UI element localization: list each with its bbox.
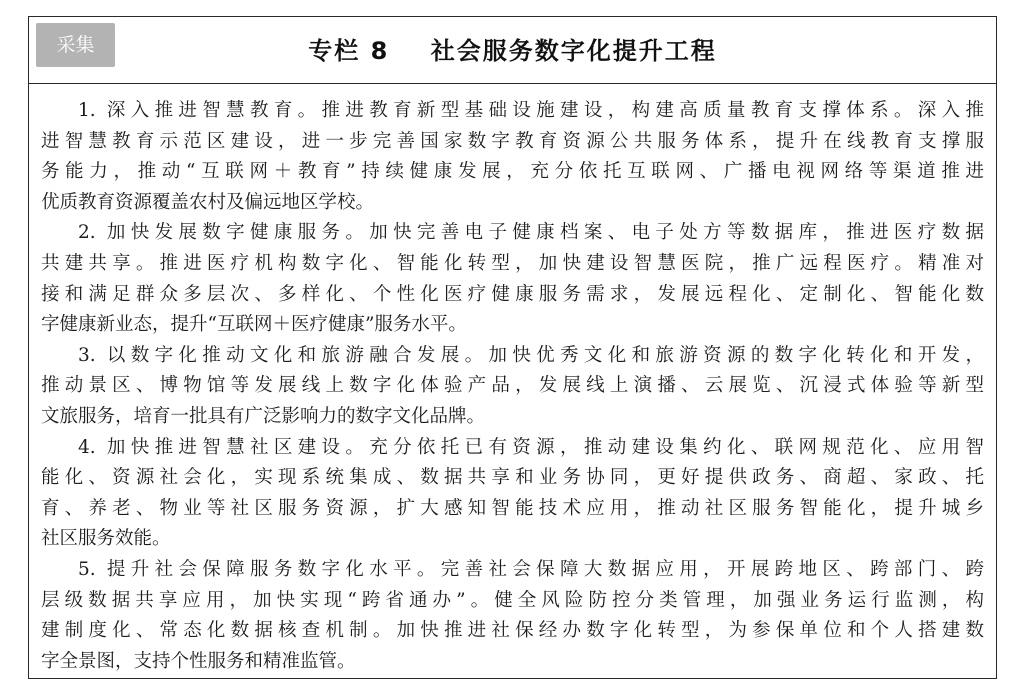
text-line: 育、养老、物业等社区服务资源，扩大感知智能技术应用，推动社区服务智能化，提升城乡	[41, 497, 984, 519]
text-line: 共建共享。推进医疗机构数字化、智能化转型，加快建设智慧医院，推广远程医疗。精准对	[41, 252, 984, 274]
box-header	[29, 17, 996, 84]
box-title: 专栏 8 社会服务数字化提升工程	[308, 37, 717, 65]
text-line: 优质教育资源覆盖农村及偏远地区学校。	[41, 191, 375, 213]
text-line: 推动景区、博物馆等发展线上数字化体验产品，发展线上演播、云展览、沉浸式体验等新型	[41, 375, 984, 397]
text-line: 务能力，推动“互联网＋教育”持续健康发展，充分依托互联网、广播电视网络等渠道推进	[41, 161, 984, 183]
text-line: 社区服务效能。	[41, 528, 171, 550]
text-line: 2. 加快发展数字健康服务。加快完善电子健康档案、电子处方等数据库，推进医疗数据	[78, 222, 984, 244]
box-body	[41, 96, 984, 677]
text-line: 字全景图，支持个性服务和精准监管。	[41, 650, 356, 672]
text-line: 5. 提升社会保障服务数字化水平。完善社会保障大数据应用，开展跨地区、跨部门、跨	[78, 558, 984, 580]
text-line: 文旅服务，培育一批具有广泛影响力的数字文化品牌。	[41, 405, 486, 427]
text-line: 能化、资源社会化，实现系统集成、数据共享和业务协同，更好提供政务、商超、家政、托	[41, 467, 984, 489]
text-line: 建制度化、常态化数据核查机制。加快推进社保经办数字化转型，为参保单位和个人搭建数	[41, 620, 984, 642]
column-box	[28, 16, 997, 679]
text-line: 3. 以数字化推动文化和旅游融合发展。加快优秀文化和旅游资源的数字化转化和开发，	[78, 344, 984, 366]
text-line: 进智慧教育示范区建设，进一步完善国家数字教育资源公共服务体系，提升在线教育支撑服	[41, 130, 984, 152]
text-line: 4. 加快推进智慧社区建设。充分依托已有资源，推动建设集约化、联网规范化、应用智	[78, 436, 984, 458]
text-line: 层级数据共享应用，加快实现“跨省通办”。健全风险防控分类管理，加强业务运行监测，构	[41, 589, 984, 611]
text-line: 字健康新业态，提升“互联网＋医疗健康”服务水平。	[41, 314, 467, 336]
text-line: 接和满足群众多层次、多样化、个性化医疗健康服务需求，发展远程化、定制化、智能化数	[41, 283, 984, 305]
text-line: 1. 深入推进智慧教育。推进教育新型基础设施建设，构建高质量教育支撑体系。深入推	[78, 100, 984, 121]
collect-button[interactable]: 采集	[36, 23, 115, 67]
